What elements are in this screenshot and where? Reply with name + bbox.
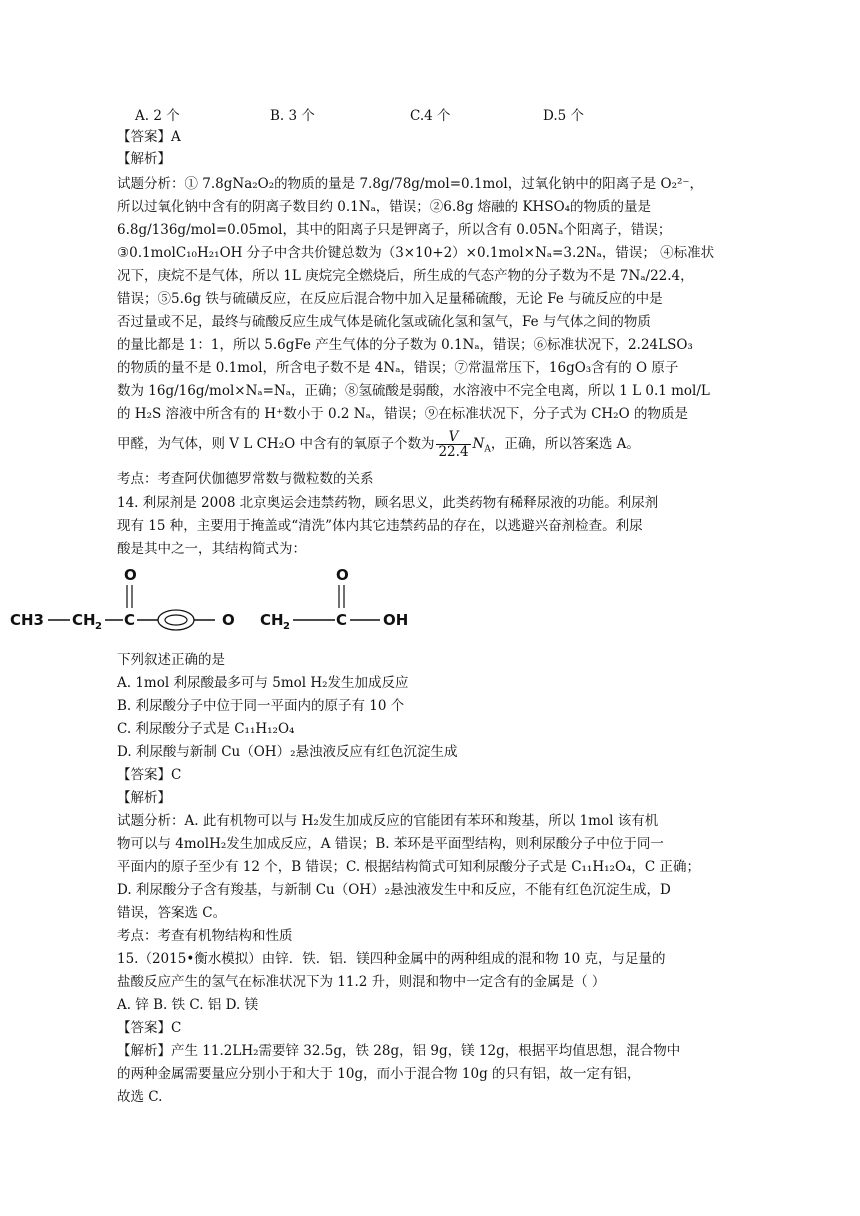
q14-analysis-line: 试题分析：A. 此有机物可以与 H₂发生加成反应的官能团有苯环和羧基，所以 1mol 该有机 <box>117 813 659 829</box>
q14-line: 14. 利尿剂是 2008 北京奥运会违禁药物，顾名思义，此类药物有稀释尿液的功能。利尿剂 <box>117 495 659 511</box>
q13-line: ③0.1molC₁₀H₂₁OH 分子中含共价键总数为（3×10+2）×0.1mol×Nₐ=3.2Nₐ，错误； ④标准状 <box>117 245 715 261</box>
q13-line: 试题分析：① 7.8gNa₂O₂的物质的量是 7.8g/78g/mol=0.1mol，过氧化钠中的阳离子是 O₂²⁻， <box>117 176 704 192</box>
q14-analysis-line: 错误，答案选 C。 <box>117 905 227 921</box>
q14-kaodian: 考点：考查有机物结构和性质 <box>117 928 293 944</box>
struct-ch3: CH3 <box>10 611 44 629</box>
q13-line: 数为 16g/16g/mol×Nₐ=Nₐ，正确；⑧氢硫酸是弱酸，水溶液中不完全电离，所以 1 L 0.1 mol/L <box>117 383 710 399</box>
q13-fraction <box>436 430 470 459</box>
q14-option-a: A. 1mol 利尿酸最多可与 5mol H₂发生加成反应 <box>117 675 409 691</box>
struct-ch2a-sub: 2 <box>95 621 102 632</box>
q15-analysis-line: 【解析】产生 11.2LH₂需要锌 32.5g，铁 28g，铝 9g，镁 12g，根据平均值思想，混合物中 <box>117 1043 681 1059</box>
q13-line: 6.8g/136g/mol=0.05mol，其中的阳离子只是钾离子，所以含有 0.05Nₐ个阳离子，错误； <box>117 222 672 238</box>
fraction-numerator: V <box>436 430 470 445</box>
q13-option-d: D.5 个 <box>543 108 585 124</box>
q13-line: 的 H₂S 溶液中所含有的 H⁺数小于 0.2 Nₐ，错误；⑨在标准状况下，分子式为 CH₂O 的物质是 <box>117 406 688 422</box>
struct-oh: OH <box>383 611 409 629</box>
q14-line: 现有 15 种，主要用于掩盖或“清洗”体内其它违禁药品的存在，以逃避兴奋剂检查。利尿 <box>117 518 643 534</box>
fraction-denominator: 22.4 <box>438 444 469 460</box>
q14-analysis-line: D. 利尿酸分子含有羧基，与新制 Cu（OH）₂悬浊液发生中和反应，不能有红色沉淀生成，D <box>117 882 671 898</box>
q13-line: 否过量或不足，最终与硫酸反应生成气体是硫化氢或硫化氢和氢气，Fe 与气体之间的物质 <box>117 314 651 330</box>
structure-formula <box>10 565 420 645</box>
q13-option-c: C.4 个 <box>410 108 451 124</box>
q15-line: 盐酸反应产生的氢气在标准状况下为 11.2 升，则混和物中一定含有的金属是（ ） <box>117 974 606 990</box>
q15-analysis-line: 故选 C. <box>117 1089 163 1105</box>
q13-line: 的物质的量不是 0.1mol，所含电子数不是 4Nₐ，错误；⑦常温常压下，16gO₃含有的 O 原子 <box>117 360 679 376</box>
q14-option-c: C. 利尿酸分子式是 C₁₁H₁₂O₄ <box>117 721 295 737</box>
q13-line: 错误；⑤5.6g 铁与硫磺反应，在反应后混合物中加入足量稀硫酸，无论 Fe 与硫反应的中是 <box>117 291 663 307</box>
q14-analysis-line: 物可以与 4molH₂发生加成反应，A 错误；B. 苯环是平面型结构，则利尿酸分子中位于同一 <box>117 836 664 852</box>
q13-line: 的量比都是 1：1，所以 5.6gFe 产生气体的分子数为 0.1Nₐ，错误；⑥标准状况下，2.24LSO₃ <box>117 337 693 353</box>
q13-kaodian: 考点：考查阿伏伽德罗常数与微粒数的关系 <box>117 471 374 487</box>
q13-options <box>135 106 584 126</box>
q13-last-line <box>117 428 640 460</box>
q13-analysis-label: 【解析】 <box>117 151 171 167</box>
q14-analysis-label: 【解析】 <box>117 790 171 806</box>
benzene-ring <box>158 610 194 630</box>
q15-answer: 【答案】C <box>117 1020 182 1036</box>
struct-c1: C <box>124 611 136 629</box>
q14-option-d: D. 利尿酸与新制 Cu（OH）₂悬浊液反应有红色沉淀生成 <box>117 744 458 760</box>
q13-option-b: B. 3 个 <box>270 108 315 124</box>
struct-ch2b-sub: 2 <box>283 621 290 632</box>
q14-line: 酸是其中之一，其结构简式为： <box>117 541 306 557</box>
struct-ch2a: CH <box>72 611 96 629</box>
q13-last-pre: 甲醛，为气体，则 V L CH₂O 中含有的氧原子个数为 <box>117 436 435 452</box>
q13-option-a: A. 2 个 <box>135 108 180 124</box>
q13-line: 所以过氧化钠中含有的阴离子数目约 0.1Nₐ，错误；②6.8g 熔融的 KHSO₄的物质的量是 <box>117 199 652 215</box>
struct-c2: C <box>336 611 348 629</box>
q14-answer: 【答案】C <box>117 767 182 783</box>
fraction-na: N <box>472 436 485 452</box>
fraction-na-sub: A <box>484 444 491 455</box>
q13-last-post: ，正确，所以答案选 A。 <box>490 436 640 452</box>
struct-o-top2: O <box>336 566 349 584</box>
q14-option-b: B. 利尿酸分子中位于同一平面内的原子有 10 个 <box>117 698 405 714</box>
q13-answer: 【答案】A <box>117 129 181 145</box>
q15-analysis-line: 的两种金属需要量应分别小于和大于 10g，而小于混合物 10g 的只有铝，故一定有铝， <box>117 1066 641 1082</box>
struct-o-top1: O <box>124 566 137 584</box>
q14-stem: 下列叙述正确的是 <box>117 652 225 668</box>
q15-line: 15.（2015•衡水模拟）由锌．铁．铝．镁四种金属中的两种组成的混和物 10 克，与足量的 <box>117 951 666 967</box>
q14-analysis-line: 平面内的原子至少有 12 个，B 错误；C. 根据结构简式可知利尿酸分子式是 C₁₁H₁₂O₄，C 正确； <box>117 859 701 875</box>
q15-options: A. 锌 B. 铁 C. 铝 D. 镁 <box>117 997 259 1013</box>
struct-ch2b: CH <box>260 611 284 629</box>
q13-line: 况下，庚烷不是气体，所以 1L 庚烷完全燃烧后，所生成的气态产物的分子数为不是 7Nₐ/22.4， <box>117 268 694 284</box>
struct-o-mid: O <box>222 611 235 629</box>
